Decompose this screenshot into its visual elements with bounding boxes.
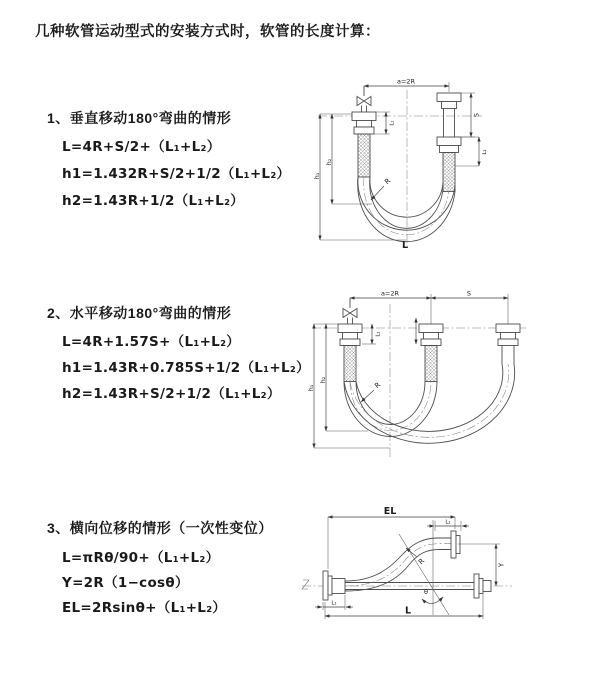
dimension-s bbox=[461, 93, 481, 137]
left-fitting bbox=[338, 324, 362, 382]
radius-leader bbox=[361, 381, 382, 402]
label-radius: R bbox=[383, 176, 393, 187]
section-2-heading: 2、水平移动180°弯曲的情形 bbox=[47, 305, 232, 321]
valve-icon bbox=[357, 86, 371, 112]
formula-1-h2: h2=1.43R+1/2（L₁+L₂） bbox=[62, 193, 245, 209]
dimension-l1 bbox=[362, 324, 382, 344]
label-el: EL bbox=[383, 506, 397, 517]
section-3-heading: 3、横向位移的情形（一次性变位） bbox=[47, 520, 273, 536]
valve-icon bbox=[343, 298, 357, 324]
hose-braid bbox=[425, 346, 437, 382]
label-h2: h₂ bbox=[325, 158, 333, 166]
label-h1: h₁ bbox=[307, 384, 315, 392]
hose-braid bbox=[443, 153, 455, 192]
dimension-top-span bbox=[350, 290, 508, 325]
label-l1: L₁ bbox=[389, 120, 396, 126]
label-a2r: a=2R bbox=[396, 77, 416, 86]
formula-3-L: L=πRθ/90+（L₁+L₂） bbox=[62, 550, 220, 566]
label-l2: L₂ bbox=[445, 519, 451, 526]
label-l1: L₁ bbox=[331, 600, 337, 607]
formula-1-L: L=4R+S/2+（L₁+L₂） bbox=[62, 139, 221, 155]
formula-3-Y: Y=2R（1−cosθ） bbox=[62, 575, 189, 591]
hose-braid bbox=[358, 134, 370, 177]
label-a2r: a=2R bbox=[380, 289, 400, 298]
label-theta: θ bbox=[424, 588, 428, 596]
hose-braid bbox=[344, 346, 356, 382]
page-title: 几种软管运动型式的安装方式时，软管的长度计算： bbox=[35, 24, 380, 40]
formula-3-EL: EL=2Rsinθ+（L₁+L₂） bbox=[62, 600, 227, 616]
formula-2-h1: h1=1.43R+0.785S+1/2（L₁+L₂） bbox=[62, 360, 310, 376]
radius-leader bbox=[371, 177, 392, 200]
formula-2-L: L=4R+1.57S+（L₁+L₂） bbox=[62, 334, 241, 350]
break-mark bbox=[302, 580, 309, 589]
label-h2: h₂ bbox=[319, 376, 327, 384]
dimension-top-span bbox=[364, 78, 449, 93]
left-fitting bbox=[352, 112, 376, 177]
label-l1: L₁ bbox=[375, 331, 382, 337]
middle-fitting bbox=[419, 324, 443, 382]
diagram-horizontal-180-bend bbox=[308, 286, 570, 462]
label-s: S bbox=[466, 289, 472, 298]
dimension-el bbox=[328, 506, 455, 569]
dimension-l1 bbox=[315, 595, 353, 610]
label-s: S bbox=[472, 112, 481, 118]
right-fitting bbox=[496, 324, 520, 364]
label-radius: R bbox=[373, 380, 383, 391]
dimension-length bbox=[325, 594, 483, 619]
upper-right-fitting bbox=[451, 531, 460, 558]
left-fitting bbox=[323, 571, 345, 600]
hose-loops bbox=[358, 177, 455, 242]
label-radius: R bbox=[417, 557, 427, 567]
formula-1-h1: h1=1.432R+S/2+1/2（L₁+L₂） bbox=[62, 166, 291, 182]
lower-right-fitting bbox=[474, 574, 491, 598]
section-1-heading: 1、垂直移动180°弯曲的情形 bbox=[47, 110, 232, 126]
right-fitting bbox=[437, 93, 461, 192]
dimension-l2 bbox=[427, 520, 469, 532]
label-length: L bbox=[404, 605, 412, 617]
diagram-vertical-180-bend bbox=[312, 76, 557, 252]
label-h1: h₁ bbox=[313, 172, 321, 180]
label-y: Y bbox=[497, 562, 506, 568]
s-curve-hose bbox=[345, 538, 451, 591]
diagram-lateral-displacement bbox=[298, 496, 590, 638]
label-l2: L₂ bbox=[482, 149, 488, 155]
label-length: L bbox=[401, 240, 409, 251]
formula-2-h2: h2=1.43R+S/2+1/2（L₁+L₂） bbox=[62, 386, 281, 402]
